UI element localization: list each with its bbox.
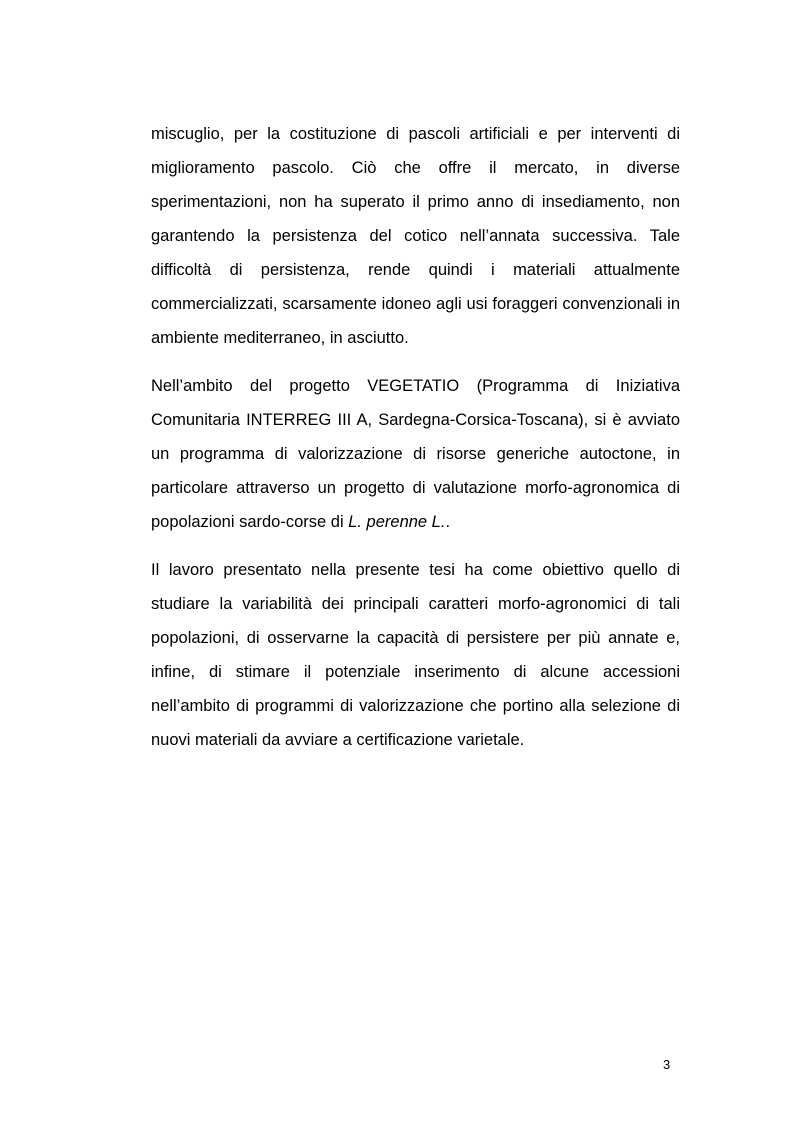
body-text [151, 117, 680, 771]
paragraph-3: Il lavoro presentato nella presente tesi ha come obiettivo quello di studiare la variabilità dei principali caratteri morfo-agronomici di tali popolazioni, di osservarne la capacità di persistere per più annate e, infine, di stimare il potenziale inserimento di alcune accessioni nell’ambito di programmi di valorizzazione che portino alla selezione di nuovi materiali da avviare a certificazione varietale. [151, 561, 680, 749]
page-number: 3 [663, 1057, 671, 1072]
paragraph-2-text: Nell’ambito del progetto VEGETATIO (Programma di Iniziativa Comunitaria INTERREG III A, Sardegna-Corsica-Toscana), si è avviato un programma di valorizzazione di risorse generiche autoctone, in particolare attraverso un progetto di valutazione morfo-agronomica di popolazioni sardo-corse di [151, 377, 680, 531]
species-name: L. perenne L. [348, 513, 446, 531]
paragraph-2 [151, 369, 680, 539]
paragraph-1: miscuglio, per la costituzione di pascoli artificiali e per interventi di miglioramento pascolo. Ciò che offre il mercato, in diverse sperimentazioni, non ha superato il primo anno di insediamento, non garantendo la persistenza del cotico nell’annata successiva. Tale difficoltà di persistenza, rende quindi i materiali attualmente commercializzati, scarsamente idoneo agli usi foraggeri convenzionali in ambiente mediterraneo, in asciutto. [151, 125, 680, 347]
paragraph-2-end: . [445, 513, 451, 531]
